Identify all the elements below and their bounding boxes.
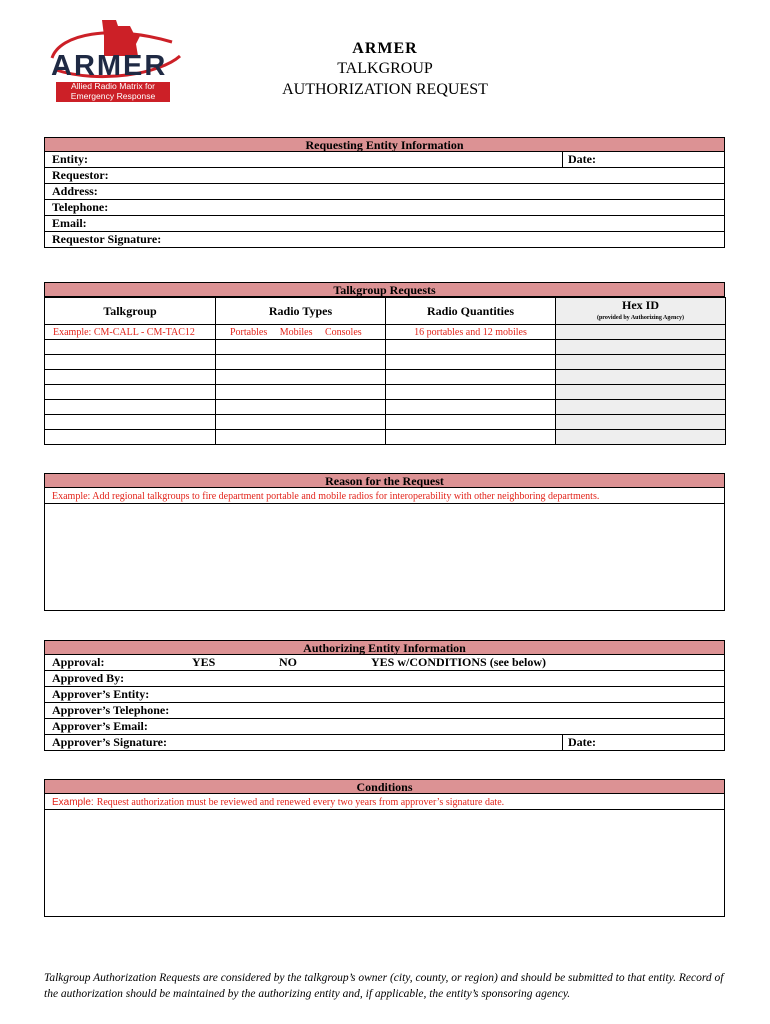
requestor-signature-label: Requestor Signature: <box>52 232 162 246</box>
page-title-line3: AUTHORIZATION REQUEST <box>282 81 488 98</box>
radio-quantities-cell[interactable] <box>386 340 556 355</box>
requestor-label: Requestor: <box>52 168 109 182</box>
approval-yes-conditions-option[interactable]: YES w/CONDITIONS (see below) <box>371 655 547 669</box>
footer-note: Talkgroup Authorization Requests are considered by the talkgroup’s owner (city, county, or region) and should be submitted to that entity. Record of the authorization should be maintained by the authorizing entity and, if applicable, the entity’s sponsoring agency. <box>44 972 724 1000</box>
entity-label: Entity: <box>52 152 88 166</box>
date-label: Date: <box>568 152 596 166</box>
table-row <box>45 415 726 430</box>
table-row <box>45 370 726 385</box>
approval-label: Approval: <box>52 655 105 669</box>
conditions-text-area[interactable] <box>44 810 725 917</box>
telephone-label: Telephone: <box>52 200 109 214</box>
reason-header: Reason for the Request <box>44 473 725 488</box>
approver-email-label: Approver’s Email: <box>52 719 148 733</box>
example-mobiles: Mobiles <box>279 326 313 338</box>
hex-id-cell <box>556 355 726 370</box>
approved-by-field[interactable] <box>44 671 725 687</box>
radio-types-cell[interactable] <box>216 430 386 445</box>
radio-quantities-cell[interactable] <box>386 415 556 430</box>
hex-id-label: Hex ID <box>622 298 659 312</box>
reason-example-row <box>44 488 725 504</box>
email-field[interactable] <box>44 216 725 232</box>
table-row <box>45 340 726 355</box>
talkgroup-cell[interactable] <box>45 385 216 400</box>
approver-signature-label: Approver’s Signature: <box>52 735 167 749</box>
radio-quantities-cell[interactable] <box>386 430 556 445</box>
requestor-field[interactable] <box>44 168 725 184</box>
hex-id-note: (provided by Authorizing Agency) <box>596 315 685 321</box>
radio-types-cell[interactable] <box>216 415 386 430</box>
table-row <box>45 385 726 400</box>
address-field[interactable] <box>44 184 725 200</box>
conditions-example-text: Request authorization must be reviewed and renewed every two years from approver’s signature date. <box>96 797 505 808</box>
requesting-entity-header: Requesting Entity Information <box>44 137 725 152</box>
entity-field[interactable] <box>44 152 725 168</box>
col-radio-quantities: Radio Quantities <box>386 298 556 325</box>
approver-telephone-field[interactable] <box>44 703 725 719</box>
hex-id-cell <box>556 325 726 340</box>
radio-quantities-cell[interactable] <box>386 400 556 415</box>
logo-word: ARMER <box>51 50 168 82</box>
radio-types-cell[interactable] <box>216 355 386 370</box>
approval-row <box>44 655 725 671</box>
page-title-line1: ARMER <box>352 40 418 57</box>
talkgroup-cell[interactable] <box>45 355 216 370</box>
table-row <box>45 400 726 415</box>
logo-subtitle-line1: Allied Radio Matrix for <box>70 81 156 91</box>
talkgroup-cell[interactable] <box>45 340 216 355</box>
approver-entity-field[interactable] <box>44 687 725 703</box>
requesting-entity-section <box>44 137 725 248</box>
radio-quantities-cell[interactable] <box>386 355 556 370</box>
approver-date-label: Date: <box>568 735 596 749</box>
talkgroup-cell[interactable] <box>45 370 216 385</box>
talkgroup-table <box>44 297 726 445</box>
approved-by-label: Approved By: <box>52 671 125 685</box>
talkgroup-requests-section <box>44 282 725 445</box>
example-quantities: 16 portables and 12 mobiles <box>386 325 556 340</box>
col-radio-types: Radio Types <box>216 298 386 325</box>
hex-id-cell <box>556 415 726 430</box>
radio-types-cell[interactable] <box>216 400 386 415</box>
authorizing-entity-section <box>44 640 725 751</box>
hex-id-cell <box>556 385 726 400</box>
col-talkgroup: Talkgroup <box>45 298 216 325</box>
radio-quantities-cell[interactable] <box>386 370 556 385</box>
radio-types-cell[interactable] <box>216 385 386 400</box>
radio-types-cell[interactable] <box>216 370 386 385</box>
radio-quantities-cell[interactable] <box>386 385 556 400</box>
example-talkgroup: Example: CM-CALL - CM-TAC12 <box>45 325 216 340</box>
approval-no-option[interactable]: NO <box>279 655 297 669</box>
hex-id-cell <box>556 400 726 415</box>
reason-text-area[interactable] <box>44 504 725 611</box>
approver-telephone-label: Approver’s Telephone: <box>52 703 170 717</box>
hex-id-cell <box>556 340 726 355</box>
hex-id-cell <box>556 430 726 445</box>
reason-section <box>44 473 725 611</box>
hex-id-cell <box>556 370 726 385</box>
example-consoles: Consoles <box>325 326 362 338</box>
col-hex-id <box>556 298 726 325</box>
table-row <box>45 325 726 340</box>
radio-types-cell[interactable] <box>216 340 386 355</box>
table-row <box>45 430 726 445</box>
talkgroup-cell[interactable] <box>45 400 216 415</box>
authorizing-entity-header: Authorizing Entity Information <box>44 640 725 655</box>
talkgroup-cell[interactable] <box>45 415 216 430</box>
approver-signature-field[interactable] <box>44 735 725 751</box>
logo-subtitle-line2: Emergency Response <box>70 90 156 101</box>
conditions-example-row <box>44 794 725 810</box>
talkgroup-requests-header: Talkgroup Requests <box>44 282 725 297</box>
example-radio-types <box>216 325 386 340</box>
conditions-header: Conditions <box>44 779 725 794</box>
approver-email-field[interactable] <box>44 719 725 735</box>
telephone-field[interactable] <box>44 200 725 216</box>
page-title-line2: TALKGROUP <box>337 60 433 77</box>
approval-yes-option[interactable]: YES <box>192 655 216 669</box>
email-label: Email: <box>52 216 87 230</box>
date-field[interactable] <box>562 152 728 167</box>
example-portables: Portables <box>230 326 268 338</box>
conditions-section <box>44 779 725 917</box>
requestor-signature-field[interactable] <box>44 232 725 248</box>
conditions-example-label: Example: <box>52 797 94 808</box>
talkgroup-cell[interactable] <box>45 430 216 445</box>
approver-entity-label: Approver’s Entity: <box>52 687 150 701</box>
approver-date-field[interactable] <box>562 735 728 750</box>
address-label: Address: <box>52 184 98 198</box>
reason-example: Example: Add regional talkgroups to fire department portable and mobile radios for interoperability with other neighboring departments. <box>52 491 600 502</box>
table-row <box>45 355 726 370</box>
